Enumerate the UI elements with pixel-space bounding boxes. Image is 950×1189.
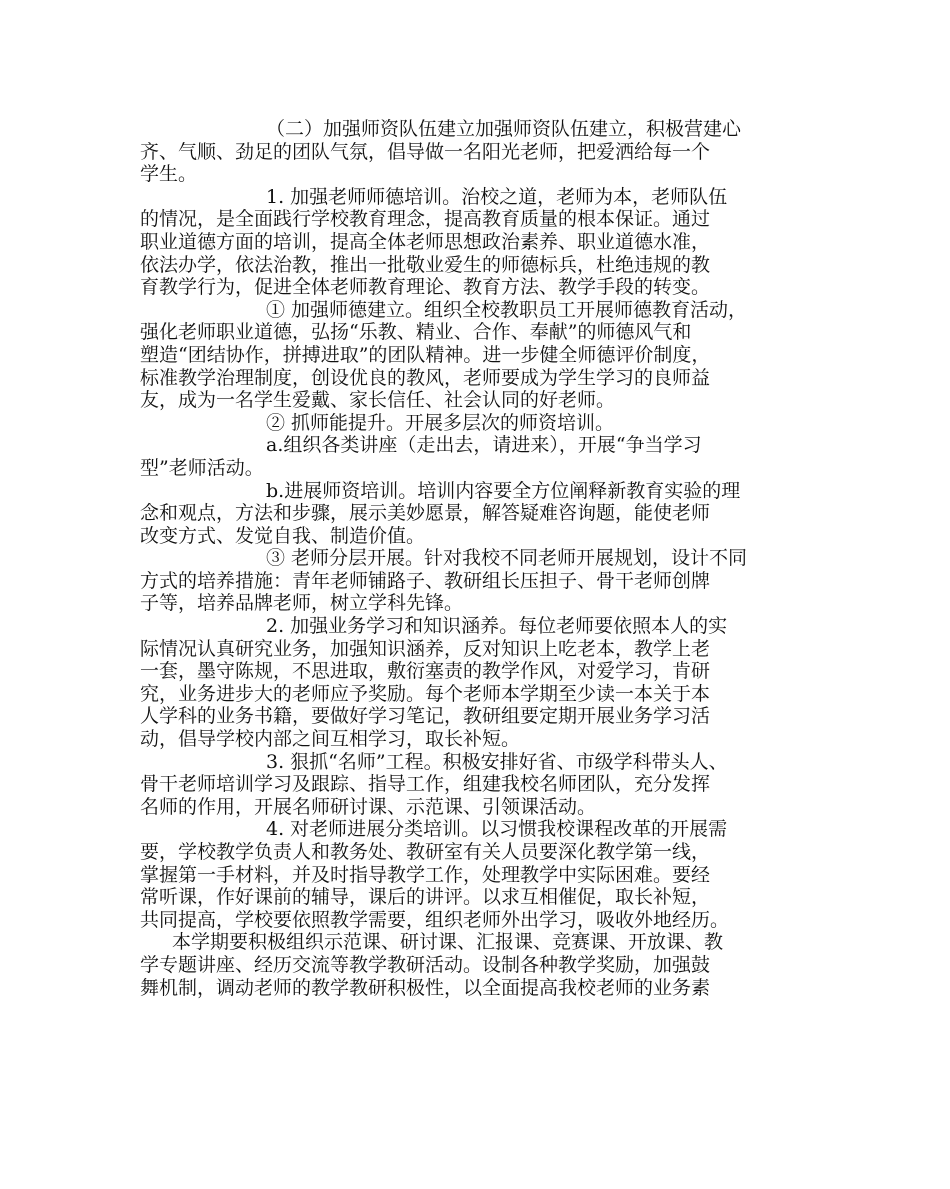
- text-line: 方式的培养措施：青年老师铺路子、教研组长压担子、骨干老师创牌: [140, 569, 711, 592]
- text-line: 要，学校教学负责人和教务处、教研室有关人员要深化教学第一线，: [140, 841, 711, 863]
- text-line: 育教学行为，促进全体老师教育理论、教育方法、教学手段的转变。: [140, 276, 711, 299]
- text-line: 动，倡导学校内部之间互相学习，取长补短。: [140, 728, 521, 751]
- document-body: [140, 118, 820, 999]
- text-line: 职业道德方面的培训，提高全体老师思想政治素养、职业道德水准，: [140, 230, 711, 253]
- text-line: 2. 加强业务学习和知识涵养。每位老师要依照本人的实: [266, 615, 728, 638]
- text-line: （二）加强师资队伍建立加强师资队伍建立，积极营建心: [266, 118, 742, 140]
- text-line: 学生。: [140, 163, 198, 186]
- text-line: 强化老师职业道德，弘扬“乐教、精业、合作、奉献”的师德风气和: [140, 321, 692, 344]
- text-line: 常听课，作好课前的辅导，课后的讲评。以求互相催促，取长补短，: [140, 886, 711, 909]
- text-line: 掌握第一手材料，并及时指导教学工作，处理教学中实际困难。要经: [140, 863, 711, 886]
- text-line: 究，业务进步大的老师应予奖励。每个老师本学期至少读一本关于本: [140, 682, 711, 705]
- text-line: b.进展师资培训。培训内容要全方位阐释新教育实验的理: [266, 479, 741, 502]
- text-line: 人学科的业务书籍，要做好学习笔记，教研组要定期开展业务学习活: [140, 705, 711, 728]
- text-line: ③ 老师分层开展。针对我校不同老师开展规划，设计不同: [266, 547, 748, 570]
- text-line: 的情况，是全面践行学校教育理念，提高教育质量的根本保证。通过: [140, 208, 711, 231]
- text-line: 念和观点，方法和步骤，展示美妙愿景，解答疑难咨询题，能使老师: [140, 502, 711, 525]
- text-line: ① 加强师德建立。组织全校教职员工开展师德教育活动，: [266, 298, 748, 321]
- text-line: 标准教学治理制度，创设优良的教风，老师要成为学生学习的良师益: [140, 366, 711, 389]
- text-line: 舞机制，调动老师的教学教研积极性，以全面提高我校老师的业务素: [140, 976, 711, 999]
- text-line: 1. 加强老师师德培训。治校之道，老师为本，老师队伍: [266, 185, 728, 208]
- text-line: 齐、气顺、劲足的团队气氛，倡导做一名阳光老师，把爱洒给每一个: [140, 140, 711, 163]
- text-line: 际情况认真研究业务，加强知识涵养，反对知识上吃老本，教学上老: [140, 637, 711, 660]
- text-line: a.组织各类讲座（走出去，请进来），开展“争当学习: [266, 434, 702, 457]
- text-line: 型”老师活动。: [140, 456, 264, 479]
- text-line: 本学期要积极组织示范课、研讨课、汇报课、竞赛课、开放课、教: [172, 931, 724, 954]
- text-line: 名师的作用，开展名师研讨课、示范课、引领课活动。: [140, 795, 597, 818]
- text-line: 友，成为一名学生爱戴、家长信任、社会认同的好老师。: [140, 389, 616, 412]
- text-line: 塑造“团结协作，拼搏进取”的团队精神。进一步健全师德评价制度，: [140, 343, 711, 366]
- text-line: 4. 对老师进展分类培训。以习惯我校课程改革的开展需: [266, 818, 728, 841]
- text-line: 共同提高，学校要依照教学需要，组织老师外出学习，吸收外地经历。: [140, 908, 730, 931]
- text-line: 子等，培养品牌老师，树立学科先锋。: [140, 592, 464, 615]
- text-line: 3. 狠抓“名师”工程。积极安排好省、市级学科带头人、: [266, 750, 728, 773]
- text-line: ② 抓师能提升。开展多层次的师资培训。: [266, 411, 615, 434]
- text-line: 学专题讲座、经历交流等教学教研活动。设制各种教学奖励，加强鼓: [140, 953, 711, 976]
- text-line: 一套，墨守陈规，不思进取，敷衍塞责的教学作风，对爱学习，肯研: [140, 660, 711, 683]
- text-line: 骨干老师培训学习及跟踪、指导工作，组建我校名师团队，充分发挥: [140, 773, 711, 796]
- text-line: 改变方式、发觉自我、制造价值。: [140, 524, 426, 547]
- text-line: 依法办学，依法治教，推出一批敬业爱生的师德标兵，杜绝违规的教: [140, 253, 711, 276]
